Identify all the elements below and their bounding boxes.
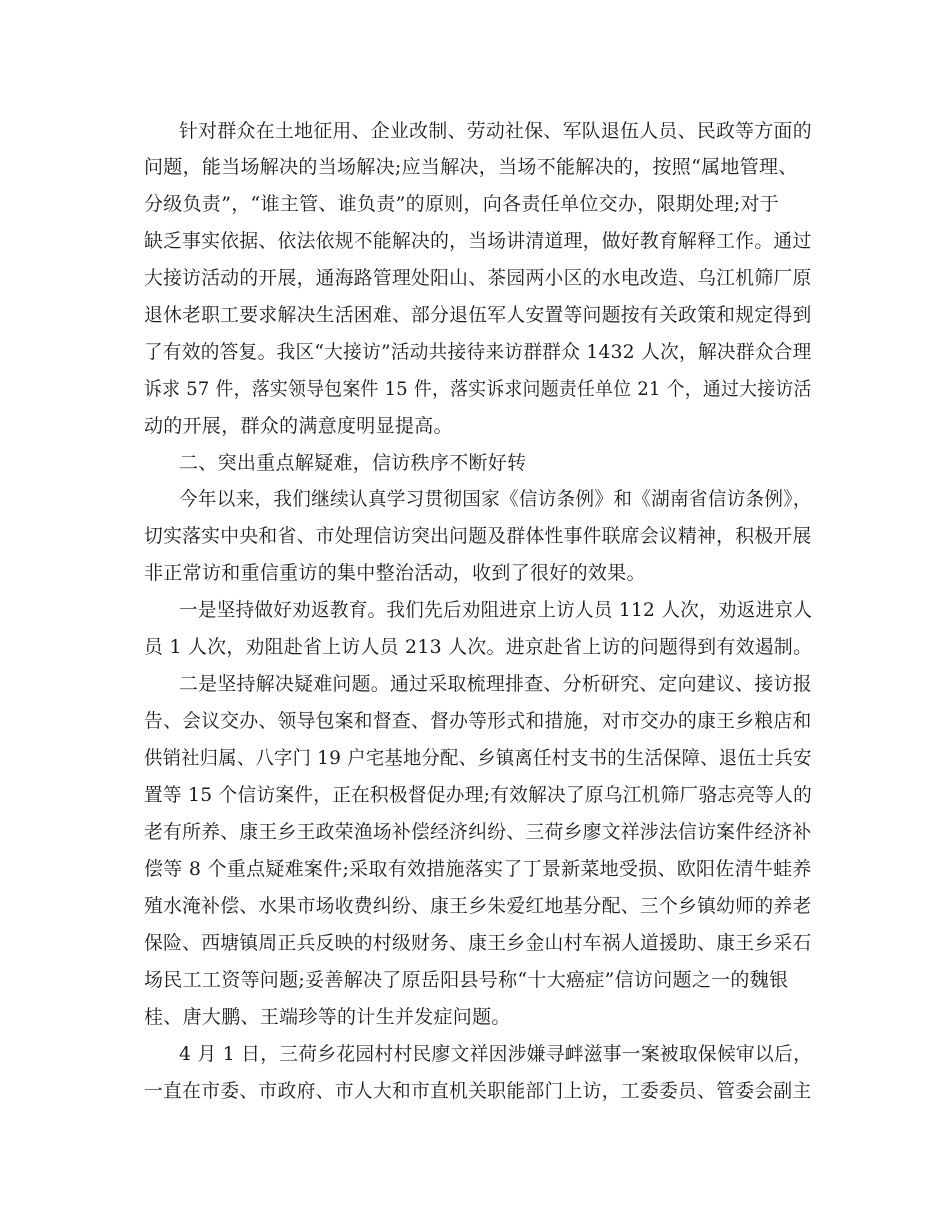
text-line: 问题，能当场解决的当场解决;应当解决，当场不能解决的，按照“属地管理、 <box>144 156 798 178</box>
text-line: 置等 15 个信访案件，正在积极督促办理;有效解决了原乌江机筛厂骆志亮等人的 <box>144 784 813 806</box>
text-line: 4 月 1 日，三荷乡花园村村民廖文祥因涉嫌寻衅滋事一案被取保候审以后， <box>179 1043 813 1065</box>
text-line: 殖水淹补偿、水果市场收费纠纷、康王乡朱爱红地基分配、三个乡镇幼师的养老 <box>144 895 812 917</box>
text-line: 一是坚持做好劝返教育。我们先后劝阻进京上访人员 112 人次，劝返进京人 <box>179 599 813 621</box>
text-line: 诉求 57 件，落实领导包案件 15 件，落实诉求问题责任单位 21 个，通过大接访活 <box>144 378 812 400</box>
text-line: 老有所养、康王乡王政荣渔场补偿经济纠纷、三荷乡廖文祥涉法信访案件经济补 <box>144 821 812 843</box>
text-line: 保险、西塘镇周正兵反映的村级财务、康王乡金山村车祸人道援助、康王乡采石 <box>144 932 812 954</box>
text-line: 供销社归属、八字门 19 户宅基地分配、乡镇离任村支书的生活保障、退伍士兵安 <box>144 747 812 769</box>
text-line: 桂、唐大鹏、王端珍等的计生并发症问题。 <box>144 1006 511 1028</box>
section-heading: 二、突出重点解疑难，信访秩序不断好转 <box>179 452 527 474</box>
text-line: 大接访活动的开展，通海路管理处阳山、茶园两小区的水电改造、乌江机筛厂原 <box>144 267 812 289</box>
text-line: 动的开展，群众的满意度明显提高。 <box>144 415 453 437</box>
text-line: 告、会议交办、领导包案和督查、督办等形式和措施，对市交办的康王乡粮店和 <box>144 710 812 732</box>
text-line: 一直在市委、市政府、市人大和市直机关职能部门上访，工委委员、管委会副主 <box>144 1080 812 1102</box>
text-line: 了有效的答复。我区“大接访”活动共接待来访群群众 1432 人次，解决群众合理 <box>144 341 812 363</box>
text-line: 分级负责”，“谁主管、谁负责”的原则，向各责任单位交办，限期处理;对于 <box>144 193 780 215</box>
text-line: 针对群众在土地征用、企业改制、劳动社保、军队退伍人员、民政等方面的 <box>179 120 812 142</box>
text-line: 切实落实中央和省、市处理信访突出问题及群体性事件联席会议精神，积极开展 <box>144 525 812 547</box>
text-line: 员 1 人次，劝阻赴省上访人员 213 人次。进京赴省上访的问题得到有效遏制。 <box>144 636 813 658</box>
text-line: 非正常访和重信重访的集中整治活动，收到了很好的效果。 <box>144 562 646 584</box>
text-line: 场民工工资等问题;妥善解决了原岳阳县号称“十大癌症”信访问题之一的魏银 <box>144 969 789 991</box>
text-line: 今年以来，我们继续认真学习贯彻国家《信访条例》和《湖南省信访条例》， <box>179 488 812 510</box>
text-line: 缺乏事实依据、依法依规不能解决的，当场讲清道理，做好教育解释工作。通过 <box>144 230 812 252</box>
text-line: 二是坚持解决疑难问题。通过采取梳理排查、分析研究、定向建议、接访报 <box>179 673 812 695</box>
text-line: 退休老职工要求解决生活困难、部分退伍军人安置等问题按有关政策和规定得到 <box>144 304 812 326</box>
text-line: 偿等 8 个重点疑难案件;采取有效措施落实了丁景新菜地受损、欧阳佐清牛蛙养 <box>144 858 812 880</box>
